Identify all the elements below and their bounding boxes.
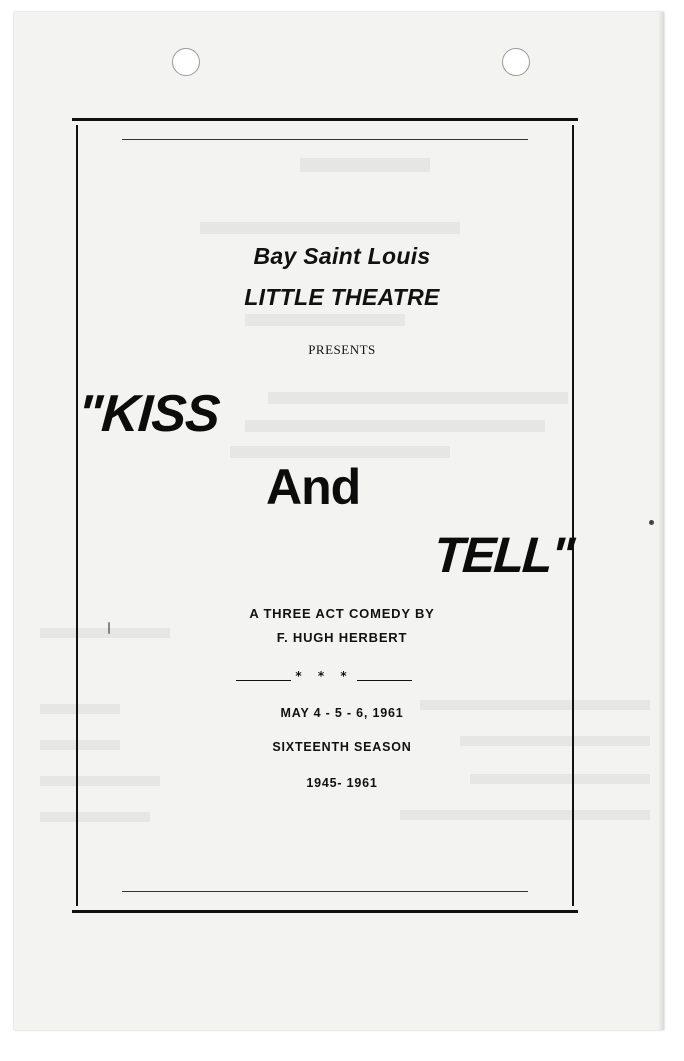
- double-rule-border: [72, 118, 578, 913]
- organization-line-1: Bay Saint Louis: [253, 243, 431, 269]
- author: F. HUGH HERBERT: [276, 630, 408, 645]
- punch-hole: [172, 48, 200, 76]
- punch-hole: [502, 48, 530, 76]
- season-label: SIXTEENTH SEASON: [272, 740, 412, 754]
- divider-rule: [236, 680, 291, 681]
- subtitle: A THREE ACT COMEDY BY: [249, 606, 435, 621]
- divider-stars: * * *: [295, 669, 353, 683]
- title-tell: TELL": [432, 527, 575, 583]
- presents-label: PRESENTS: [308, 342, 376, 357]
- ink-speck: [649, 520, 654, 525]
- divider-rule: [357, 680, 412, 681]
- season-years: 1945- 1961: [306, 776, 378, 790]
- ink-speck: [108, 622, 110, 634]
- organization-line-2: LITTLE THEATRE: [244, 284, 440, 310]
- title-kiss: "KISS: [75, 385, 222, 443]
- performance-dates: MAY 4 - 5 - 6, 1961: [280, 706, 404, 720]
- ornamental-divider: [236, 669, 412, 683]
- title-and: And: [266, 459, 361, 515]
